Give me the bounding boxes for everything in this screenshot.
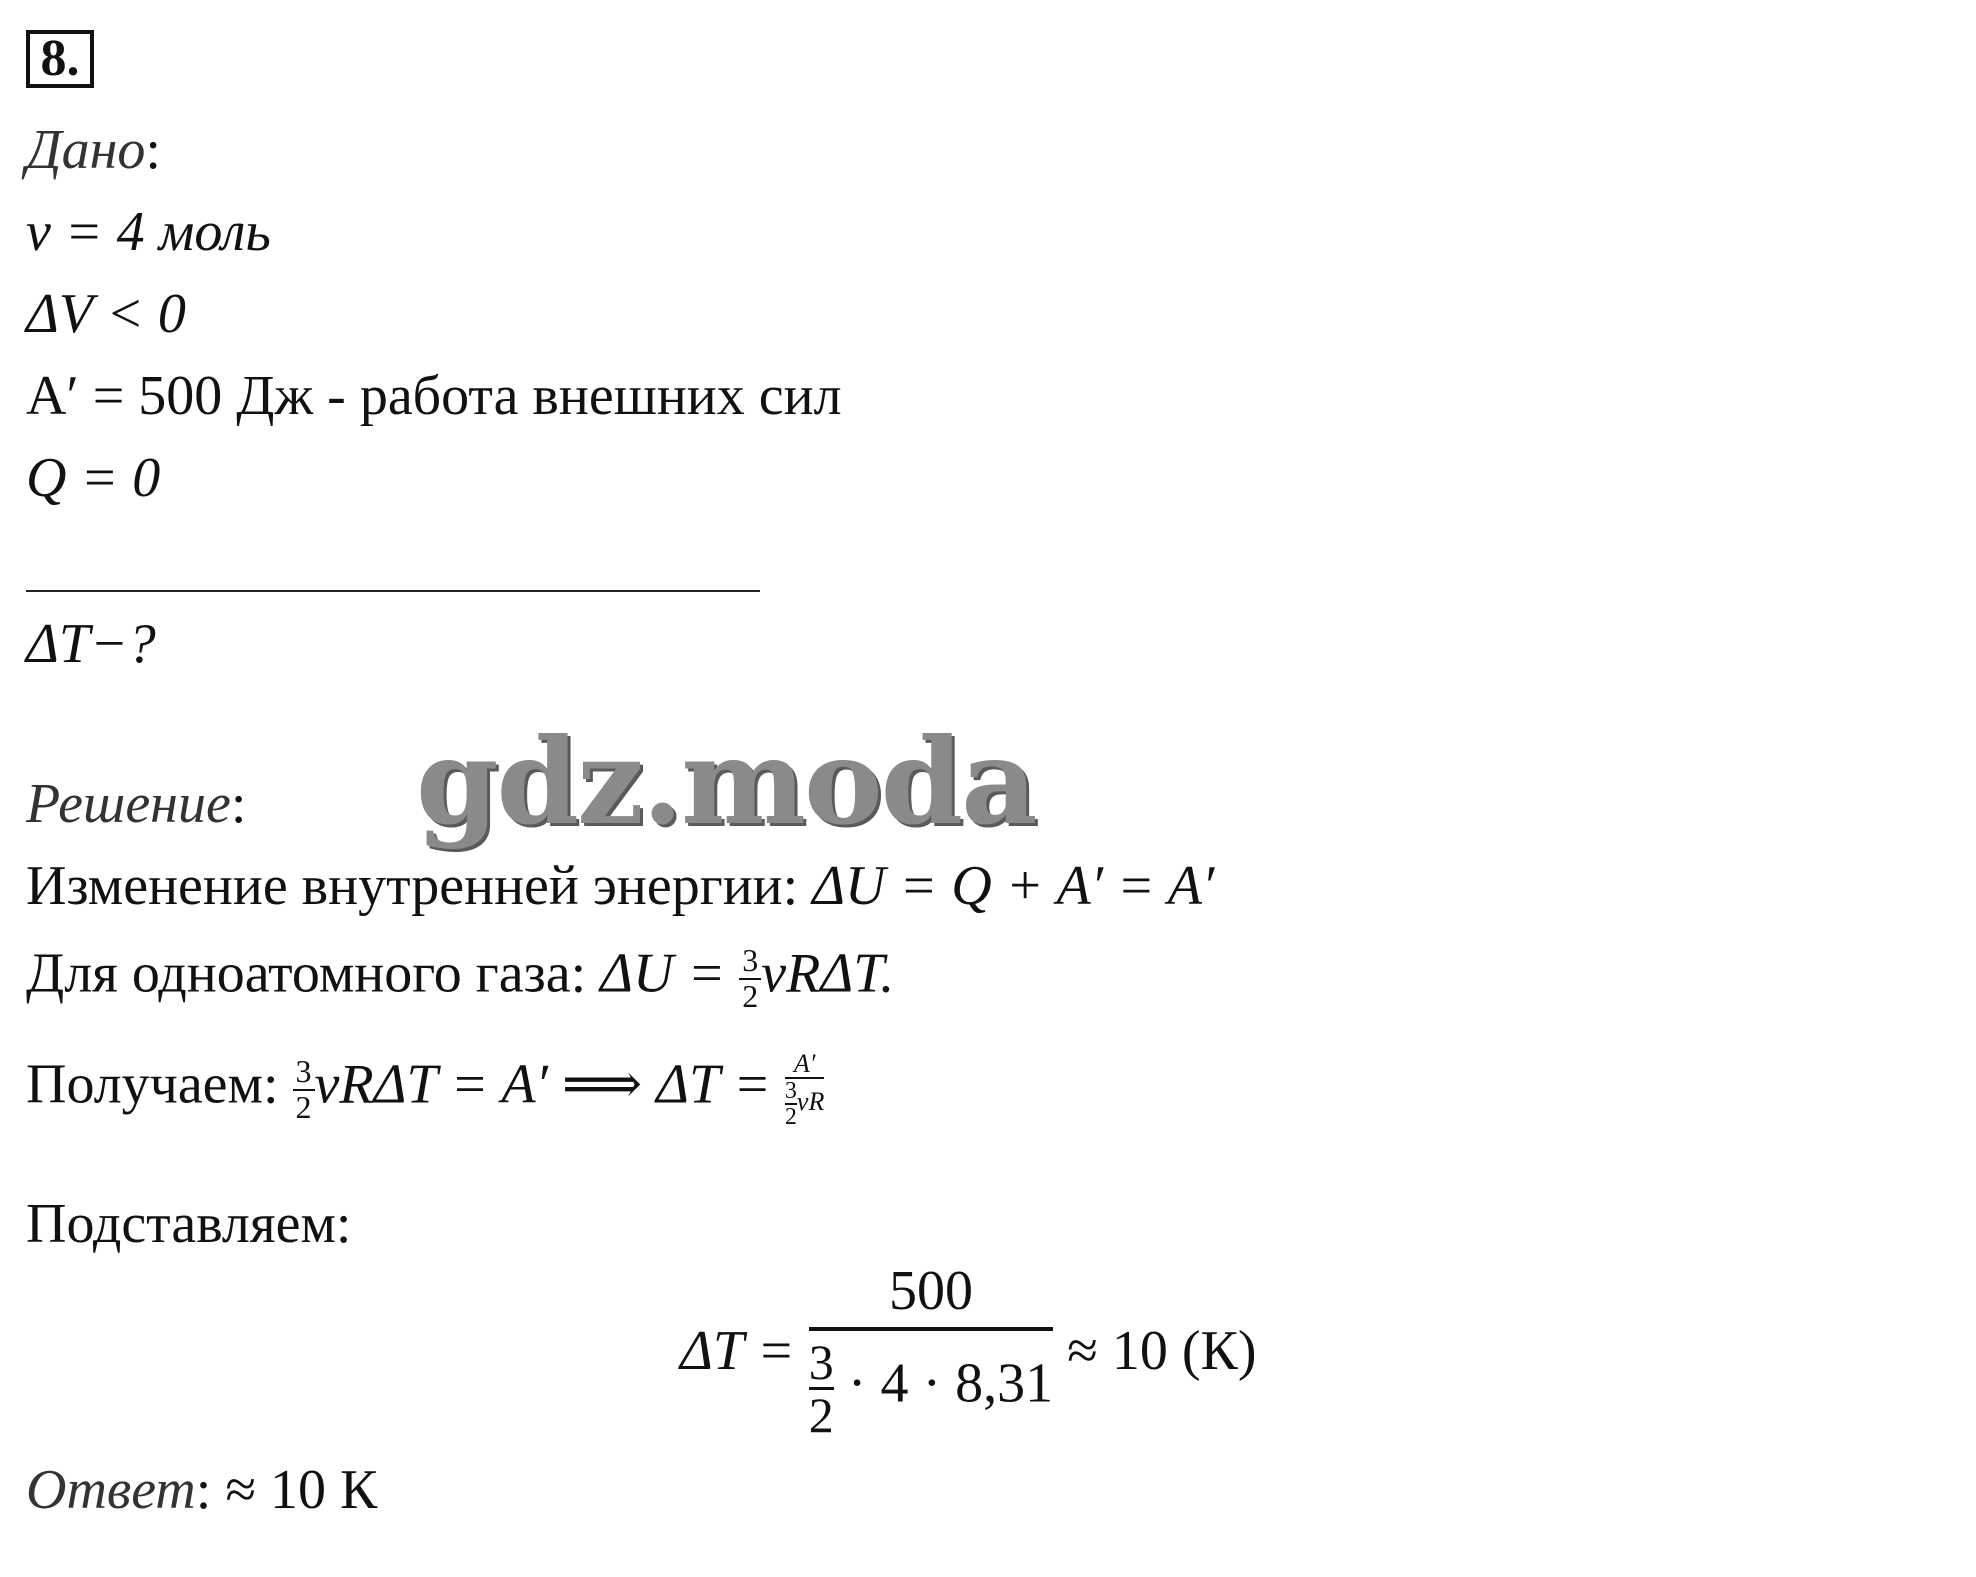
answer-value: ≈ 10 К	[211, 1459, 378, 1521]
watermark-logo: gdz.moda	[416, 712, 1036, 851]
monoatomic-text: Для одноатомного газа:	[26, 942, 601, 1005]
find-line: ΔT−?	[26, 613, 156, 675]
solution-line-derivation	[26, 1050, 824, 1129]
derivation-text: Получаем:	[26, 1053, 293, 1116]
derivation-inner-num: 3	[784, 1078, 797, 1105]
derivation-inner-den: 2	[784, 1104, 797, 1131]
solution-line-monoatomic	[26, 944, 894, 1013]
derivation-inner-fraction	[785, 1079, 797, 1129]
given-label: Дано	[26, 119, 146, 181]
derivation-result-num: A′	[785, 1050, 824, 1079]
answer-label: Ответ	[26, 1459, 196, 1521]
derivation-fraction-num: 3	[293, 1055, 315, 1091]
final-eq-inner-fraction	[808, 1333, 834, 1443]
given-line-volume: ΔV < 0	[26, 283, 186, 345]
solution-line-internal-energy	[26, 855, 1215, 917]
given-line-work: A′ = 500 Дж - работа внешних сил	[26, 365, 842, 427]
final-eq-denominator	[808, 1331, 1054, 1443]
final-eq-numerator: 500	[809, 1262, 1053, 1331]
derivation-result-den	[785, 1079, 824, 1129]
derivation-fraction-den: 2	[295, 1088, 312, 1125]
final-eq-fraction	[808, 1260, 1054, 1443]
derivation-fraction	[293, 1055, 315, 1124]
given-colon: :	[145, 119, 161, 181]
final-eq-inner-num: 3	[808, 1333, 834, 1390]
internal-energy-text: Изменение внутренней энергии:	[26, 855, 813, 917]
given-divider	[26, 590, 760, 592]
monoatomic-rhs: νRΔT.	[761, 942, 895, 1005]
final-eq-den-rest: · 4 · 8,31	[833, 1352, 1054, 1415]
solution-heading	[26, 773, 247, 835]
final-eq-rhs: ≈ 10 (К)	[1053, 1319, 1257, 1382]
given-line-amount: ν = 4 моль	[26, 201, 271, 263]
monoatomic-fraction-num: 3	[739, 944, 761, 980]
final-equation	[680, 1260, 1257, 1443]
given-line-heat: Q = 0	[26, 447, 161, 509]
solution-line-substitute: Подставляем:	[26, 1193, 352, 1255]
final-eq-lhs: ΔT =	[680, 1319, 809, 1382]
solution-label: Решение	[26, 773, 231, 835]
derivation-result-fraction	[785, 1050, 824, 1129]
monoatomic-fraction	[739, 944, 761, 1013]
derivation-middle: νRΔT = A′ ⟹ ΔT =	[314, 1053, 785, 1116]
solution-colon: :	[230, 773, 247, 835]
derivation-inner-rest: νR	[796, 1087, 825, 1117]
internal-energy-formula: ΔU = Q + A′ = A′	[812, 855, 1215, 917]
answer-line	[26, 1459, 378, 1521]
monoatomic-lhs: ΔU =	[600, 942, 740, 1005]
monoatomic-fraction-den: 2	[742, 977, 759, 1014]
final-eq-inner-den: 2	[808, 1386, 834, 1443]
given-heading	[26, 119, 161, 181]
problem-number: 8.	[26, 30, 94, 88]
answer-colon: :	[195, 1459, 212, 1521]
